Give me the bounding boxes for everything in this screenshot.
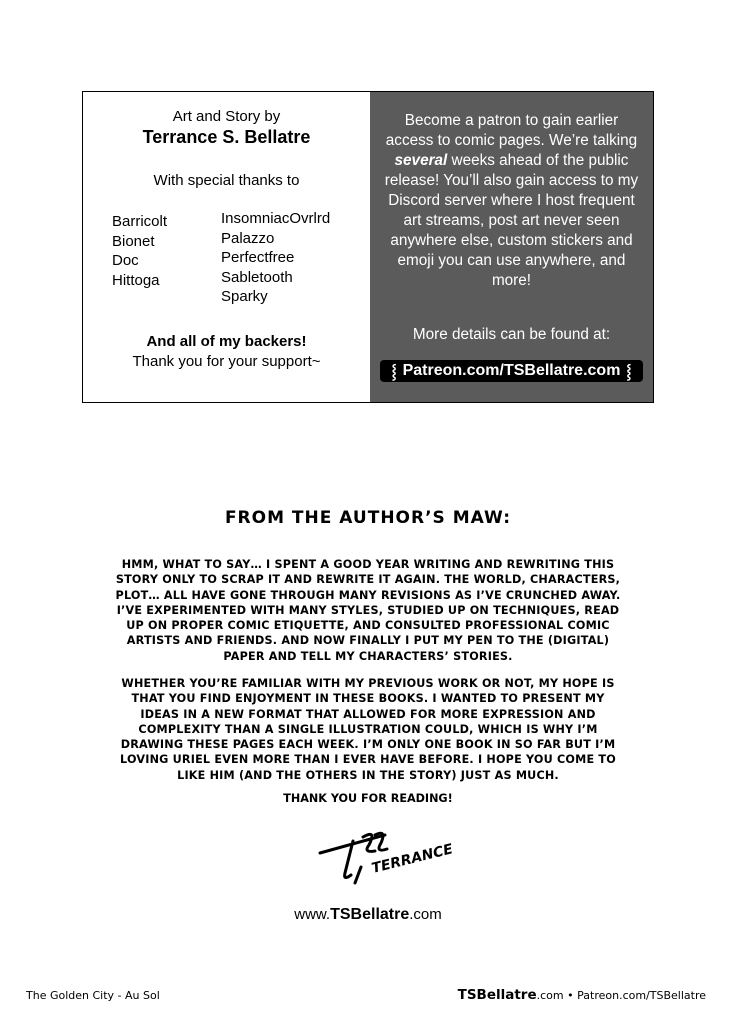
- website-suffix: .com: [409, 906, 442, 923]
- details-label: More details can be found at:: [412, 326, 611, 343]
- signature-image: [315, 823, 475, 887]
- maw-line: I’VE EXPERIMENTED WITH MANY STYLES, STUDIED UP ON TECHNIQUES, READ: [116, 603, 620, 617]
- authors-maw-paragraph-2: [100, 676, 636, 783]
- thanks-name: Palazzo: [221, 229, 275, 247]
- footer-site[interactable]: TSBellatre: [457, 987, 537, 1003]
- pitch-text: weeks ahead of the public release! You’ll also gain access to my Discord server where I host frequent art streams, post art never seen anywhere else, custom stickers and emoji you can use anywhere, and more!: [384, 152, 639, 289]
- patreon-bracket-icon: ⸾: [626, 362, 632, 379]
- thanks-name: Sparky: [221, 288, 268, 305]
- support-thanks: Thank you for your support~: [132, 353, 321, 370]
- thank-you-for-reading: THANK YOU FOR READING!: [283, 792, 453, 805]
- footer-bullet: •: [567, 989, 574, 1002]
- patreon-bracket-icon: ⸾: [391, 362, 397, 379]
- footer-series-title: The Golden City - Au Sol: [26, 989, 160, 1002]
- special-thanks-label: With special thanks to: [153, 172, 300, 189]
- maw-line: DRAWING THESE PAGES EACH WEEK. I’M ONLY ONE BOOK IN SO FAR BUT I’M: [120, 738, 616, 752]
- thanks-names-col1: [112, 212, 167, 290]
- art-by-label: Art and Story by: [172, 108, 281, 125]
- pitch-emphasis: several: [394, 152, 448, 169]
- backers-thanks: And all of my backers!: [146, 333, 307, 350]
- thanks-name: Hittoga: [112, 271, 160, 289]
- maw-line: IDEAS IN A NEW FORMAT THAT ALLOWED FOR MORE EXPRESSION AND: [140, 707, 596, 721]
- website-url[interactable]: [0, 906, 736, 924]
- thanks-name: Bionet: [112, 232, 155, 250]
- patreon-pitch: [380, 111, 643, 291]
- pitch-text: Become a patron to gain earlier access to comic pages. We’re talking: [385, 112, 638, 149]
- maw-line: UP ON PROPER COMIC ETIQUETTE, AND CONSULTED PROFESSIONAL COMIC: [126, 619, 610, 633]
- credits-box: [82, 91, 654, 403]
- signature-text: TERRANCE: [370, 841, 455, 877]
- authors-maw-paragraph-1: [100, 557, 636, 664]
- maw-line: PAPER AND TELL MY CHARACTERS’ STORIES.: [223, 649, 513, 663]
- footer-patreon[interactable]: Patreon.com/TSBellatre: [577, 989, 706, 1002]
- thanks-name: Barricolt: [112, 213, 168, 230]
- maw-line: LIKE HIM (AND THE OTHERS IN THE STORY) JUST AS MUCH.: [177, 768, 559, 782]
- authors-maw-title: FROM THE AUTHOR’S MAW:: [224, 508, 512, 528]
- thanks-name: InsomniacOvrlrd: [221, 210, 331, 227]
- patreon-link[interactable]: [380, 360, 643, 382]
- maw-line: THAT YOU FIND ENJOYMENT IN THESE BOOKS. I WANTED TO PRESENT MY: [131, 692, 605, 706]
- footer-site-suffix: .com: [536, 989, 564, 1002]
- maw-line: LOVING URIEL EVEN MORE THAN I EVER HAVE BEFORE. I HOPE YOU COME TO: [120, 753, 616, 767]
- author-name: Terrance S. Bellatre: [142, 127, 311, 147]
- maw-line: STORY ONLY TO SCRAP IT AND REWRITE IT AGAIN. THE WORLD, CHARACTERS,: [115, 573, 621, 587]
- website-prefix: www.: [294, 906, 331, 923]
- patreon-link-text: Patreon.com/TSBellatre.com: [402, 362, 621, 379]
- patreon-panel: [370, 92, 653, 402]
- maw-line: COMPLEXITY THAN A SINGLE ILLUSTRATION COULD, WHICH IS WHY I’M: [138, 722, 598, 736]
- website-name: TSBellatre: [330, 906, 410, 923]
- footer-links: [458, 987, 706, 1003]
- maw-line: PLOT… ALL HAVE GONE THROUGH MANY REVISIONS AS I’VE CRUNCHED AWAY.: [115, 588, 621, 602]
- thanks-name: Doc: [112, 252, 139, 269]
- maw-line: HMM, WHAT TO SAY… I SPENT A GOOD YEAR WRITING AND REWRITING THIS: [121, 558, 615, 571]
- thanks-name: Perfectfree: [221, 249, 295, 266]
- maw-line: ARTISTS AND FRIENDS. AND NOW FINALLY I PUT MY PEN TO THE (DIGITAL): [126, 634, 610, 648]
- maw-line: WHETHER YOU’RE FAMILIAR WITH MY PREVIOUS WORK OR NOT, MY HOPE IS: [121, 677, 615, 690]
- thanks-name: Sabletooth: [221, 268, 293, 286]
- thanks-names-col2: [221, 209, 330, 307]
- credits-panel: [83, 92, 370, 402]
